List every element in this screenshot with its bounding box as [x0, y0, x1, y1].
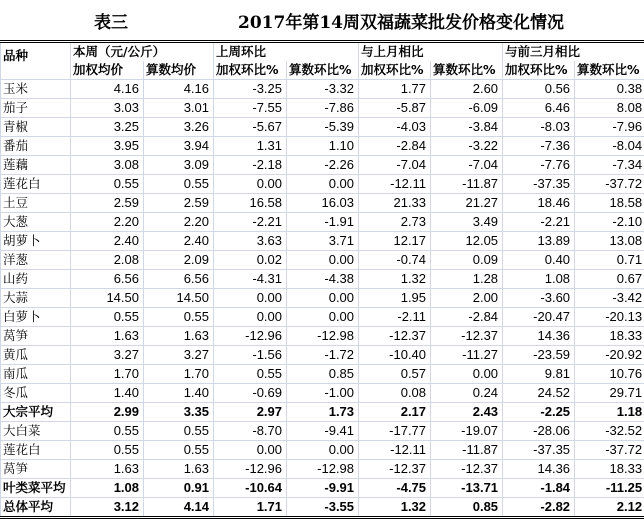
value-cell: 3.26 [144, 118, 214, 137]
value-cell: 18.33 [575, 460, 644, 479]
value-cell: 13.89 [503, 232, 575, 251]
value-cell: 0.02 [214, 251, 287, 270]
variety-name: 胡萝卜 [1, 232, 71, 251]
value-cell: 21.33 [359, 194, 431, 213]
table-row [1, 479, 644, 498]
value-cell: 2.20 [144, 213, 214, 232]
value-cell: 0.00 [287, 308, 359, 327]
value-cell: -8.03 [503, 118, 575, 137]
value-cell: -7.55 [214, 99, 287, 118]
value-cell: 1.08 [503, 270, 575, 289]
value-cell: -12.98 [287, 460, 359, 479]
value-cell: 2.97 [214, 403, 287, 422]
value-cell: 4.16 [71, 80, 144, 99]
value-cell: 0.00 [287, 441, 359, 460]
value-cell: 1.32 [359, 498, 431, 518]
value-cell: 0.09 [431, 251, 503, 270]
value-cell: 1.77 [359, 80, 431, 99]
value-cell: 0.57 [359, 365, 431, 384]
value-cell: -32.52 [575, 422, 644, 441]
variety-name: 南瓜 [1, 365, 71, 384]
variety-name: 莲花白 [1, 175, 71, 194]
value-cell: 0.00 [287, 251, 359, 270]
variety-name: 大蒜 [1, 289, 71, 308]
variety-name: 玉米 [1, 80, 71, 99]
header-sub: 加权均价 [71, 61, 144, 80]
value-cell: 1.63 [71, 460, 144, 479]
value-cell: 2.17 [359, 403, 431, 422]
table-row [1, 403, 644, 422]
value-cell: 0.38 [575, 80, 644, 99]
value-cell: 10.76 [575, 365, 644, 384]
value-cell: -3.25 [214, 80, 287, 99]
value-cell: 3.12 [71, 498, 144, 518]
variety-name: 大白菜 [1, 422, 71, 441]
value-cell: 1.28 [431, 270, 503, 289]
value-cell: 2.59 [71, 194, 144, 213]
table-row [1, 99, 644, 118]
table-row [1, 441, 644, 460]
value-cell: 18.58 [575, 194, 644, 213]
table-row [1, 384, 644, 403]
value-cell: 6.56 [71, 270, 144, 289]
title-bar [0, 0, 644, 40]
value-cell: 12.17 [359, 232, 431, 251]
value-cell: 2.40 [71, 232, 144, 251]
value-cell: -3.22 [431, 137, 503, 156]
value-cell: 2.73 [359, 213, 431, 232]
value-cell: -2.26 [287, 156, 359, 175]
value-cell: 2.00 [431, 289, 503, 308]
value-cell: -2.82 [503, 498, 575, 518]
value-cell: 0.55 [71, 175, 144, 194]
value-cell: -2.18 [214, 156, 287, 175]
value-cell: -2.21 [503, 213, 575, 232]
value-cell: 0.00 [214, 289, 287, 308]
value-cell: 1.18 [575, 403, 644, 422]
value-cell: 2.99 [71, 403, 144, 422]
variety-name: 莴笋 [1, 327, 71, 346]
value-cell: 3.71 [287, 232, 359, 251]
value-cell: -10.40 [359, 346, 431, 365]
value-cell: -1.91 [287, 213, 359, 232]
value-cell: 1.63 [144, 460, 214, 479]
value-cell: 0.40 [503, 251, 575, 270]
value-cell: 3.27 [144, 346, 214, 365]
value-cell: -5.67 [214, 118, 287, 137]
variety-name: 白萝卜 [1, 308, 71, 327]
variety-name: 青椒 [1, 118, 71, 137]
value-cell: -12.37 [431, 327, 503, 346]
value-cell: -12.11 [359, 441, 431, 460]
table-row [1, 80, 644, 99]
value-cell: -13.71 [431, 479, 503, 498]
value-cell: -5.39 [287, 118, 359, 137]
variety-name: 莲花白 [1, 441, 71, 460]
value-cell: 0.00 [214, 308, 287, 327]
value-cell: -12.37 [431, 460, 503, 479]
table-row [1, 365, 644, 384]
value-cell: -12.37 [359, 327, 431, 346]
header-row-sub [1, 61, 644, 80]
value-cell: 0.67 [575, 270, 644, 289]
table-row [1, 194, 644, 213]
value-cell: -6.09 [431, 99, 503, 118]
value-cell: 3.03 [71, 99, 144, 118]
variety-name: 黄瓜 [1, 346, 71, 365]
value-cell: 0.55 [71, 422, 144, 441]
value-cell: -11.25 [575, 479, 644, 498]
variety-name: 莴笋 [1, 460, 71, 479]
value-cell: 3.94 [144, 137, 214, 156]
value-cell: 0.55 [144, 308, 214, 327]
value-cell: 16.03 [287, 194, 359, 213]
value-cell: -11.27 [431, 346, 503, 365]
value-cell: 0.55 [144, 422, 214, 441]
value-cell: 0.71 [575, 251, 644, 270]
header-sub: 算数环比% [287, 61, 359, 80]
value-cell: 3.25 [71, 118, 144, 137]
value-cell: -3.55 [287, 498, 359, 518]
value-cell: -4.75 [359, 479, 431, 498]
value-cell: -17.77 [359, 422, 431, 441]
value-cell: 3.27 [71, 346, 144, 365]
header-sub: 加权环比% [503, 61, 575, 80]
table-row [1, 251, 644, 270]
value-cell: -3.32 [287, 80, 359, 99]
value-cell: -7.86 [287, 99, 359, 118]
value-cell: 0.91 [144, 479, 214, 498]
table-row [1, 346, 644, 365]
value-cell: -2.11 [359, 308, 431, 327]
price-table [0, 40, 644, 519]
value-cell: -7.76 [503, 156, 575, 175]
value-cell: -3.60 [503, 289, 575, 308]
value-cell: -23.59 [503, 346, 575, 365]
header-group: 与前三月相比 [503, 42, 644, 62]
value-cell: -7.96 [575, 118, 644, 137]
value-cell: 1.63 [71, 327, 144, 346]
header-group: 上周环比 [214, 42, 359, 62]
variety-name: 莲藕 [1, 156, 71, 175]
value-cell: 0.00 [287, 289, 359, 308]
value-cell: -9.41 [287, 422, 359, 441]
value-cell: 9.81 [503, 365, 575, 384]
value-cell: 4.16 [144, 80, 214, 99]
value-cell: -1.00 [287, 384, 359, 403]
variety-name: 番茄 [1, 137, 71, 156]
value-cell: 2.09 [144, 251, 214, 270]
header-sub: 加权环比% [359, 61, 431, 80]
value-cell: 1.10 [287, 137, 359, 156]
header-row-groups [1, 42, 644, 62]
value-cell: 0.24 [431, 384, 503, 403]
value-cell: -12.37 [359, 460, 431, 479]
value-cell: 3.63 [214, 232, 287, 251]
value-cell: 14.36 [503, 327, 575, 346]
value-cell: 0.55 [144, 175, 214, 194]
value-cell: 13.08 [575, 232, 644, 251]
value-cell: 29.71 [575, 384, 644, 403]
value-cell: 3.35 [144, 403, 214, 422]
header-group: 与上月相比 [359, 42, 503, 62]
variety-name: 洋葱 [1, 251, 71, 270]
table-row [1, 498, 644, 518]
table-row [1, 137, 644, 156]
value-cell: -12.96 [214, 327, 287, 346]
value-cell: -37.72 [575, 441, 644, 460]
value-cell: 3.95 [71, 137, 144, 156]
value-cell: 1.95 [359, 289, 431, 308]
value-cell: 2.60 [431, 80, 503, 99]
value-cell: 4.14 [144, 498, 214, 518]
value-cell: -2.10 [575, 213, 644, 232]
value-cell: -12.96 [214, 460, 287, 479]
header-sub: 算数环比% [575, 61, 644, 80]
value-cell: -1.56 [214, 346, 287, 365]
value-cell: -7.34 [575, 156, 644, 175]
value-cell: -12.98 [287, 327, 359, 346]
value-cell: 12.05 [431, 232, 503, 251]
table-row [1, 232, 644, 251]
table-row [1, 308, 644, 327]
variety-name: 总体平均 [1, 498, 71, 518]
value-cell: 1.40 [144, 384, 214, 403]
variety-name: 叶类菜平均 [1, 479, 71, 498]
value-cell: 3.01 [144, 99, 214, 118]
value-cell: 14.50 [71, 289, 144, 308]
header-sub: 算数环比% [431, 61, 503, 80]
table-row [1, 156, 644, 175]
value-cell: 0.55 [214, 365, 287, 384]
value-cell: 3.09 [144, 156, 214, 175]
value-cell: -9.91 [287, 479, 359, 498]
table-row [1, 175, 644, 194]
page-title: 2017年第14周双福蔬菜批发价格变化情况 [238, 8, 564, 33]
value-cell: -2.84 [431, 308, 503, 327]
value-cell: 21.27 [431, 194, 503, 213]
value-cell: -3.84 [431, 118, 503, 137]
value-cell: -11.87 [431, 441, 503, 460]
table-row [1, 213, 644, 232]
value-cell: 6.56 [144, 270, 214, 289]
value-cell: 2.40 [144, 232, 214, 251]
variety-name: 大宗平均 [1, 403, 71, 422]
value-cell: 6.46 [503, 99, 575, 118]
value-cell: -2.25 [503, 403, 575, 422]
value-cell: 2.12 [575, 498, 644, 518]
value-cell: 1.31 [214, 137, 287, 156]
value-cell: 14.36 [503, 460, 575, 479]
value-cell: -8.70 [214, 422, 287, 441]
value-cell: 18.33 [575, 327, 644, 346]
value-cell: -4.31 [214, 270, 287, 289]
value-cell: -0.74 [359, 251, 431, 270]
value-cell: 1.63 [144, 327, 214, 346]
value-cell: 1.73 [287, 403, 359, 422]
value-cell: 0.56 [503, 80, 575, 99]
value-cell: 0.55 [71, 441, 144, 460]
value-cell: -4.03 [359, 118, 431, 137]
value-cell: -28.06 [503, 422, 575, 441]
value-cell: -20.92 [575, 346, 644, 365]
value-cell: 18.46 [503, 194, 575, 213]
value-cell: 1.40 [71, 384, 144, 403]
value-cell: 2.59 [144, 194, 214, 213]
value-cell: 0.00 [287, 175, 359, 194]
value-cell: -10.64 [214, 479, 287, 498]
table-row [1, 422, 644, 441]
value-cell: -11.87 [431, 175, 503, 194]
value-cell: 24.52 [503, 384, 575, 403]
value-cell: -7.36 [503, 137, 575, 156]
table-row [1, 289, 644, 308]
value-cell: -1.72 [287, 346, 359, 365]
value-cell: 1.08 [71, 479, 144, 498]
value-cell: -8.04 [575, 137, 644, 156]
value-cell: 1.70 [71, 365, 144, 384]
value-cell: 0.00 [214, 175, 287, 194]
value-cell: -5.87 [359, 99, 431, 118]
value-cell: -20.13 [575, 308, 644, 327]
value-cell: -37.72 [575, 175, 644, 194]
value-cell: 0.08 [359, 384, 431, 403]
header-sub: 加权环比% [214, 61, 287, 80]
value-cell: -3.42 [575, 289, 644, 308]
value-cell: -7.04 [431, 156, 503, 175]
variety-name: 山药 [1, 270, 71, 289]
header-variety: 品种 [1, 42, 71, 80]
value-cell: 0.55 [144, 441, 214, 460]
value-cell: -1.84 [503, 479, 575, 498]
value-cell: -7.04 [359, 156, 431, 175]
value-cell: 2.08 [71, 251, 144, 270]
value-cell: 0.00 [214, 441, 287, 460]
value-cell: 1.71 [214, 498, 287, 518]
table-label: 表三 [94, 8, 128, 33]
value-cell: 3.49 [431, 213, 503, 232]
value-cell: -12.11 [359, 175, 431, 194]
table-row [1, 270, 644, 289]
value-cell: 3.08 [71, 156, 144, 175]
table-row [1, 327, 644, 346]
value-cell: 2.20 [71, 213, 144, 232]
value-cell: -37.35 [503, 441, 575, 460]
value-cell: -20.47 [503, 308, 575, 327]
value-cell: -37.35 [503, 175, 575, 194]
value-cell: 1.32 [359, 270, 431, 289]
value-cell: 0.85 [431, 498, 503, 518]
value-cell: 8.08 [575, 99, 644, 118]
table-row [1, 460, 644, 479]
value-cell: 1.70 [144, 365, 214, 384]
header-group: 本周（元/公斤） [71, 42, 214, 62]
value-cell: 2.43 [431, 403, 503, 422]
value-cell: -0.69 [214, 384, 287, 403]
table-row [1, 118, 644, 137]
variety-name: 土豆 [1, 194, 71, 213]
value-cell: 16.58 [214, 194, 287, 213]
variety-name: 大葱 [1, 213, 71, 232]
value-cell: -4.38 [287, 270, 359, 289]
variety-name: 茄子 [1, 99, 71, 118]
header-sub: 算数均价 [144, 61, 214, 80]
variety-name: 冬瓜 [1, 384, 71, 403]
value-cell: 0.85 [287, 365, 359, 384]
value-cell: 0.00 [431, 365, 503, 384]
value-cell: -2.21 [214, 213, 287, 232]
value-cell: -19.07 [431, 422, 503, 441]
value-cell: 0.55 [71, 308, 144, 327]
value-cell: 14.50 [144, 289, 214, 308]
value-cell: -2.84 [359, 137, 431, 156]
